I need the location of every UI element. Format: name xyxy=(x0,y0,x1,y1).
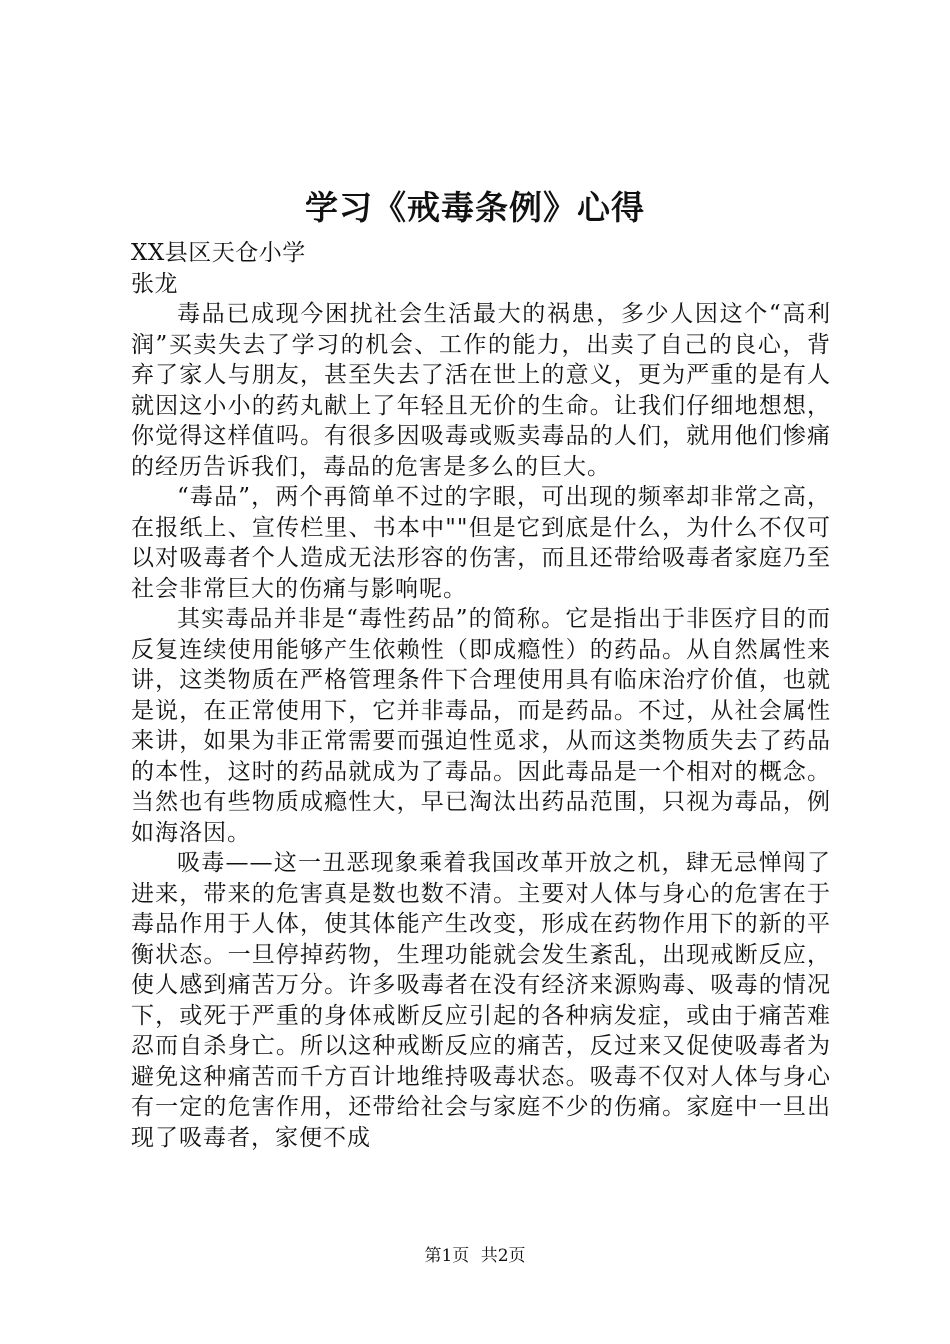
document-title: 学习《戒毒条例》心得 xyxy=(305,188,645,227)
author-school: XX县区天仓小学 xyxy=(131,240,306,266)
page-number-current: 第1页 xyxy=(424,1246,470,1266)
paragraph-3: 其实毒品并非是“毒性药品”的简称。它是指出于非医疗目的而反复连续使用能够产生依赖性（即成瘾性）的药品。从自然属性来讲，这类物质在严格管理条件下合理使用具有临床治疗价值，也就是说，在正常使用下，它并非毒品，而是药品。不过，从社会属性来讲，如果为非正常需要而强迫性觅求，从而这类物质失去了药品的本性，这时的药品就成为了毒品。因此毒品是一个相对的概念。当然也有些物质成瘾性大，早已淘汰出药品范围，只视为毒品，例如海洛因。 xyxy=(131,606,831,846)
paragraph-2: “毒品”，两个再简单不过的字眼，可出现的频率却非常之高，在报纸上、宣传栏里、书本中""但是它到底是什么，为什么不仅可以对吸毒者个人造成无法形容的伤害，而且还带给吸毒者家庭乃至社会非常巨大的伤痛与影响呢。 xyxy=(131,484,831,602)
paragraph-1: 毒品已成现今困扰社会生活最大的祸患，多少人因这个“高利润”买卖失去了学习的机会、工作的能力，出卖了自己的良心，背弃了家人与朋友，甚至失去了活在世上的意义，更为严重的是有人就因这小小的药丸献上了年轻且无价的生命。让我们仔细地想想，你觉得这样值吗。有很多因吸毒或贩卖毒品的人们，就用他们惨痛的经历告诉我们，毒品的危害是多么的巨大。 xyxy=(131,301,831,480)
author-name: 张龙 xyxy=(131,270,178,297)
document-body xyxy=(131,238,831,1153)
paragraph-4: 吸毒——这一丑恶现象乘着我国改革开放之机，肆无忌惮闯了进来，带来的危害真是数也数不清。主要对人体与身心的危害在于毒品作用于人体，使其体能产生改变，形成在药物作用下的新的平衡状态。一旦停掉药物，生理功能就会发生紊乱，出现戒断反应，使人感到痛苦万分。许多吸毒者在没有经济来源购毒、吸毒的情况下，或死于严重的身体戒断反应引起的各种病发症，或由于痛苦难忍而自杀身亡。所以这种戒断反应的痛苦，反过来又促使吸毒者为避免这种痛苦而千方百计地维持吸毒状态。吸毒不仅对人体与身心有一定的危害作用，还带给社会与家庭不少的伤痛。家庭中一旦出现了吸毒者，家便不成 xyxy=(131,850,831,1151)
page-footer xyxy=(0,1244,950,1268)
page-number-total: 共2页 xyxy=(480,1246,526,1266)
